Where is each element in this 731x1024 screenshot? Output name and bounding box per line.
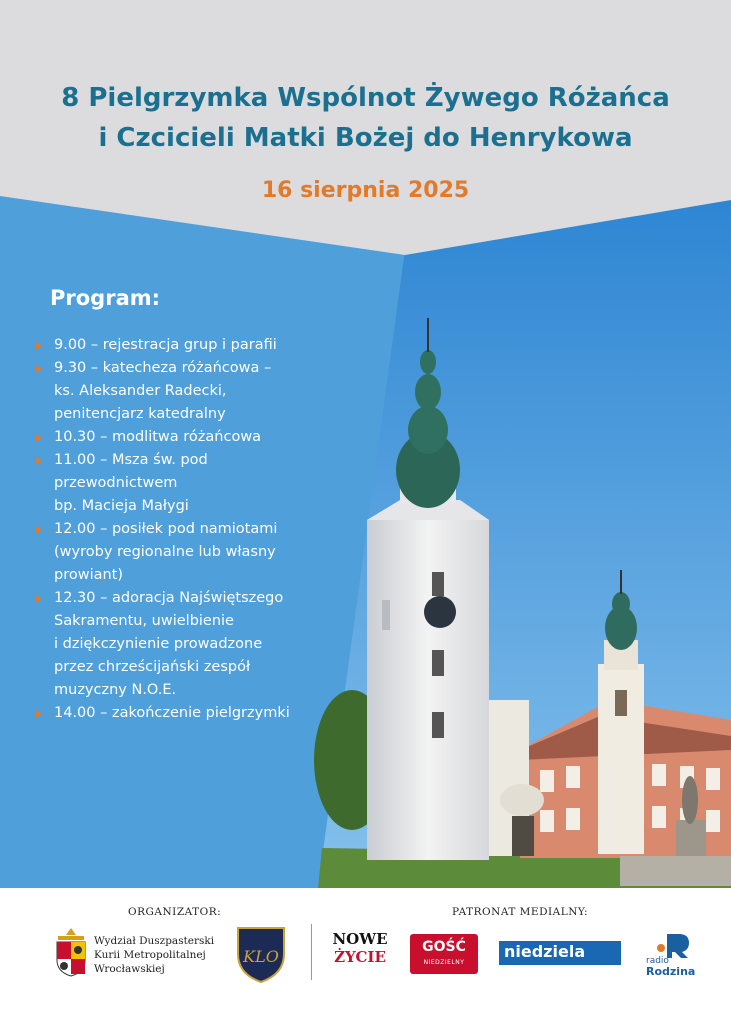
program-item <box>36 334 336 357</box>
program-item-text: 12.00 – posiłek pod namiotami (wyroby regionalne lub własny prowiant) <box>54 521 278 583</box>
footer-divider <box>311 924 312 980</box>
program-item <box>36 518 336 587</box>
program-item <box>36 587 336 702</box>
bullet-icon <box>36 365 42 373</box>
niedziela-text: niedziela <box>504 942 586 961</box>
program-item-text: 9.30 – katecheza różańcowa – ks. Aleksander Radecki, penitencjarz katedralny <box>54 360 272 422</box>
radio-small-text: radio <box>646 956 669 966</box>
program-item <box>36 449 336 518</box>
title-line-2: i Czcicieli Matki Bożej do Henrykowa <box>98 123 633 153</box>
nowe-line-2: ŻYCIE <box>334 948 386 966</box>
program-item <box>36 702 336 725</box>
program-item-text: 9.00 – rejestracja grup i parafii <box>54 337 277 353</box>
klo-initials: KLO <box>243 947 279 966</box>
curia-name: Wydział Duszpasterski Kurii Metropolitalnej Wrocławskiej <box>94 935 215 975</box>
bullet-icon <box>36 434 42 442</box>
nowe-line-1: NOWE <box>332 930 388 948</box>
gosc-sub-text: NIEDZIELNY <box>423 959 465 966</box>
bullet-icon <box>36 342 42 350</box>
bullet-icon <box>36 526 42 534</box>
bullet-icon <box>36 710 42 718</box>
program-item-text: 14.00 – zakończenie pielgrzymki <box>54 705 290 721</box>
patronage-label: PATRONAT MEDIALNY: <box>452 906 589 918</box>
program-item <box>36 357 336 426</box>
program-item <box>36 426 336 449</box>
gosc-main-text: GOŚĆ <box>422 939 466 955</box>
program-item-text: 12.30 – adoracja Najświętszego Sakramentu, uwielbienie i dziękczynienie prowadzone przez chrześcijański zespół muzyczny N.O.E. <box>54 590 284 698</box>
nowe-zycie-logo <box>330 926 390 972</box>
bullet-icon <box>36 595 42 603</box>
program-list <box>36 334 336 725</box>
title-line-1: 8 Pielgrzymka Wspólnot Żywego Różańca <box>61 83 670 113</box>
gosc-niedzielny-logo <box>410 934 478 974</box>
radio-big-text: Rodzina <box>646 965 696 978</box>
klo-logo <box>234 924 288 984</box>
program-item-text: 10.30 – modlitwa różańcowa <box>54 429 262 445</box>
program-heading: Program: <box>50 286 161 310</box>
bullet-icon <box>36 457 42 465</box>
event-date: 16 sierpnia 2025 <box>261 178 470 203</box>
organizer-label: ORGANIZATOR: <box>128 906 222 918</box>
niedziela-logo <box>499 941 621 965</box>
program-item-text: 11.00 – Msza św. pod przewodnictwem bp. Macieja Małygi <box>54 452 208 514</box>
curia-coat-of-arms-icon <box>54 926 88 978</box>
page-title <box>0 78 731 158</box>
